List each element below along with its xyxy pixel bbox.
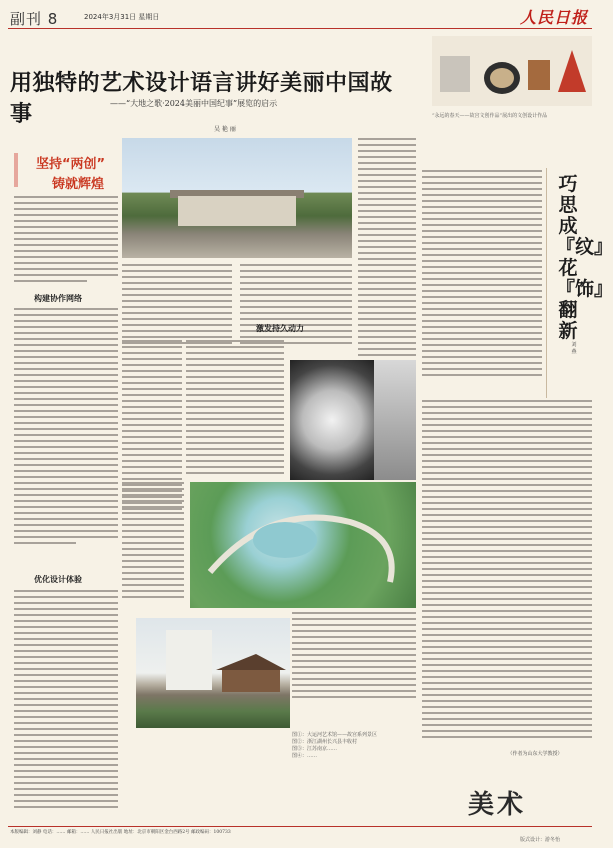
masthead-rule bbox=[8, 28, 592, 29]
pull-quote-bar bbox=[14, 153, 18, 187]
teaware-photo bbox=[432, 36, 592, 106]
pull-quote bbox=[36, 153, 105, 192]
footer-rule bbox=[8, 826, 592, 827]
section-subtitle-3: 激发持久动力 bbox=[256, 324, 304, 333]
body-text-col2a bbox=[122, 264, 232, 344]
paper-name: 人民日报 bbox=[519, 8, 588, 27]
building-photo bbox=[122, 138, 352, 258]
body-text-col1a bbox=[14, 196, 118, 282]
photo-captions bbox=[292, 732, 412, 760]
side-article-text-b bbox=[422, 400, 592, 738]
body-text-col2c bbox=[122, 482, 184, 598]
body-text-col5 bbox=[292, 612, 416, 698]
section-subtitle-1: 构建协作网络 bbox=[34, 294, 82, 303]
body-text-col3b bbox=[186, 340, 284, 474]
caption-3: 图③：江苏南京…… bbox=[292, 746, 338, 752]
author: 吴 艳 丽 bbox=[214, 126, 236, 133]
section-subtitle-2: 优化设计体验 bbox=[34, 575, 82, 584]
top-photo-caption: “永远的春天——故宫文创作品”展出的文创设计作品 bbox=[432, 113, 548, 119]
side-article-author: 刘 燕 bbox=[571, 342, 577, 355]
stair-detail-photo bbox=[374, 360, 416, 480]
side-article-title: 巧思成『纹』花『饰』翻新 bbox=[556, 173, 613, 342]
body-text-col1b bbox=[14, 308, 118, 544]
caption-2: 图②：浙江湖州长兴县丰收村 bbox=[292, 739, 358, 745]
body-text-col4 bbox=[358, 138, 416, 392]
art-section-mark: 美术 bbox=[468, 790, 527, 820]
side-article-closing: （作者为山东大学教授） bbox=[507, 751, 563, 757]
pull-quote-line2: 铸就辉煌 bbox=[52, 177, 105, 192]
caption-1: 图①：大运河艺术馆——故宫系列景区 bbox=[292, 732, 378, 738]
side-article-text-a bbox=[422, 170, 542, 376]
footer-info: 本版编辑：刘静 电话：…… 邮箱：…… 人民日报社出版 地址：北京市朝阳区金台西路2号 邮政编码：100733 bbox=[10, 830, 231, 835]
spiral-stair-photo bbox=[290, 360, 374, 480]
subheadline: ——“大地之歌·2024美丽中国纪事”展览的启示 bbox=[110, 99, 278, 108]
section-name: 副刊 8 bbox=[10, 10, 59, 28]
body-text-col1c bbox=[14, 590, 118, 808]
caption-4: 图④：…… bbox=[292, 753, 318, 759]
village-house-photo bbox=[136, 618, 290, 728]
layout-editor: 版式设计：游冬怡 bbox=[520, 837, 561, 843]
vertical-rule bbox=[546, 168, 547, 398]
park-aerial-photo bbox=[190, 482, 416, 608]
pull-quote-line1: 坚持“两创” bbox=[36, 157, 106, 172]
issue-date: 2024年3月31日 星期日 bbox=[84, 13, 160, 21]
headline: 用独特的艺术设计语言讲好美丽中国故事 bbox=[10, 70, 393, 127]
